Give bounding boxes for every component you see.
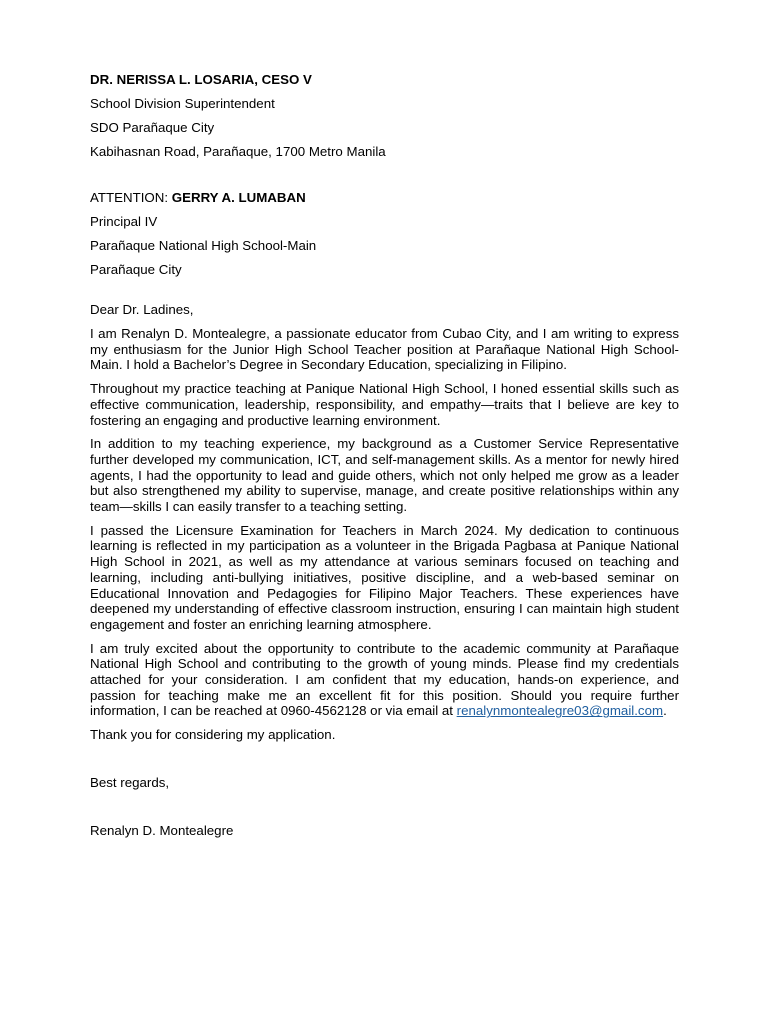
attention-city: Parañaque City — [90, 262, 182, 277]
recipient-office: SDO Parañaque City — [90, 120, 215, 135]
body-paragraph-2: Throughout my practice teaching at Panique National High School, I honed essential skills such as effective communication, leadership, responsibility, and empathy—traits that I believe are key to fostering an engaging and productive learning environment. — [90, 381, 679, 428]
attention-title: Principal IV — [90, 214, 158, 229]
attention-block — [90, 190, 679, 278]
closing: Best regards, — [90, 775, 170, 791]
attention-label: ATTENTION: — [90, 190, 172, 205]
signature: Renalyn D. Montealegre — [90, 823, 234, 839]
body-paragraph-5 — [90, 641, 679, 720]
email-link[interactable]: renalynmontealegre03@gmail.com — [456, 703, 664, 719]
recipient-address: Kabihasnan Road, Parañaque, 1700 Metro Manila — [90, 144, 386, 159]
salutation: Dear Dr. Ladines, — [90, 302, 194, 317]
attention-line — [90, 190, 679, 206]
body-paragraph-5-text: I am truly excited about the opportunity to contribute to the academic community at Parañaque National High School and contributing to the growth of young minds. Please find my credentials attached for your consideration. I am confident that my education, hands-on experience, and passion for teaching make me an excellent fit for this position. Should you require further information, I can be reached at 0960-4562128 or via email at — [90, 640, 679, 719]
attention-school: Parañaque National High School-Main — [90, 238, 317, 253]
recipient-name: DR. NERISSA L. LOSARIA, CESO V — [90, 72, 312, 87]
recipient-title: School Division Superintendent — [90, 96, 275, 111]
body-paragraph-1: I am Renalyn D. Montealegre, a passionate educator from Cubao City, and I am writing to express my enthusiasm for the Junior High School Teacher position at Parañaque National High School-Main. I hold a Bachelor’s Degree in Secondary Education, specializing in Filipino. — [90, 326, 679, 373]
recipient-block — [90, 72, 679, 160]
body-paragraph-3: In addition to my teaching experience, my background as a Customer Service Representative further developed my communication, ICT, and self-management skills. As a mentor for newly hired agents, I had the opportunity to lead and guide others, which not only helped me grow as a leader but also strengthened my ability to supervise, manage, and create positive relationships within any team—skills I can easily transfer to a teaching setting. — [90, 436, 679, 515]
email-suffix: . — [663, 703, 667, 719]
letter-body — [90, 72, 679, 839]
attention-name: GERRY A. LUMABAN — [171, 190, 306, 205]
thanks-line: Thank you for considering my application. — [90, 727, 336, 743]
body-paragraph-4: I passed the Licensure Examination for Teachers in March 2024. My dedication to continuous learning is reflected in my participation as a volunteer in the Brigada Pagbasa at Panique National High School in 2021, as well as my attendance at various seminars focused on teaching and learning, including anti-bullying initiatives, positive discipline, and a web-based seminar on Educational Innovation and Pedagogies for Filipino Major Teachers. These experiences have deepened my understanding of effective classroom instruction, ensuring I can maintain high student engagement and foster an enriching learning atmosphere. — [90, 522, 679, 632]
